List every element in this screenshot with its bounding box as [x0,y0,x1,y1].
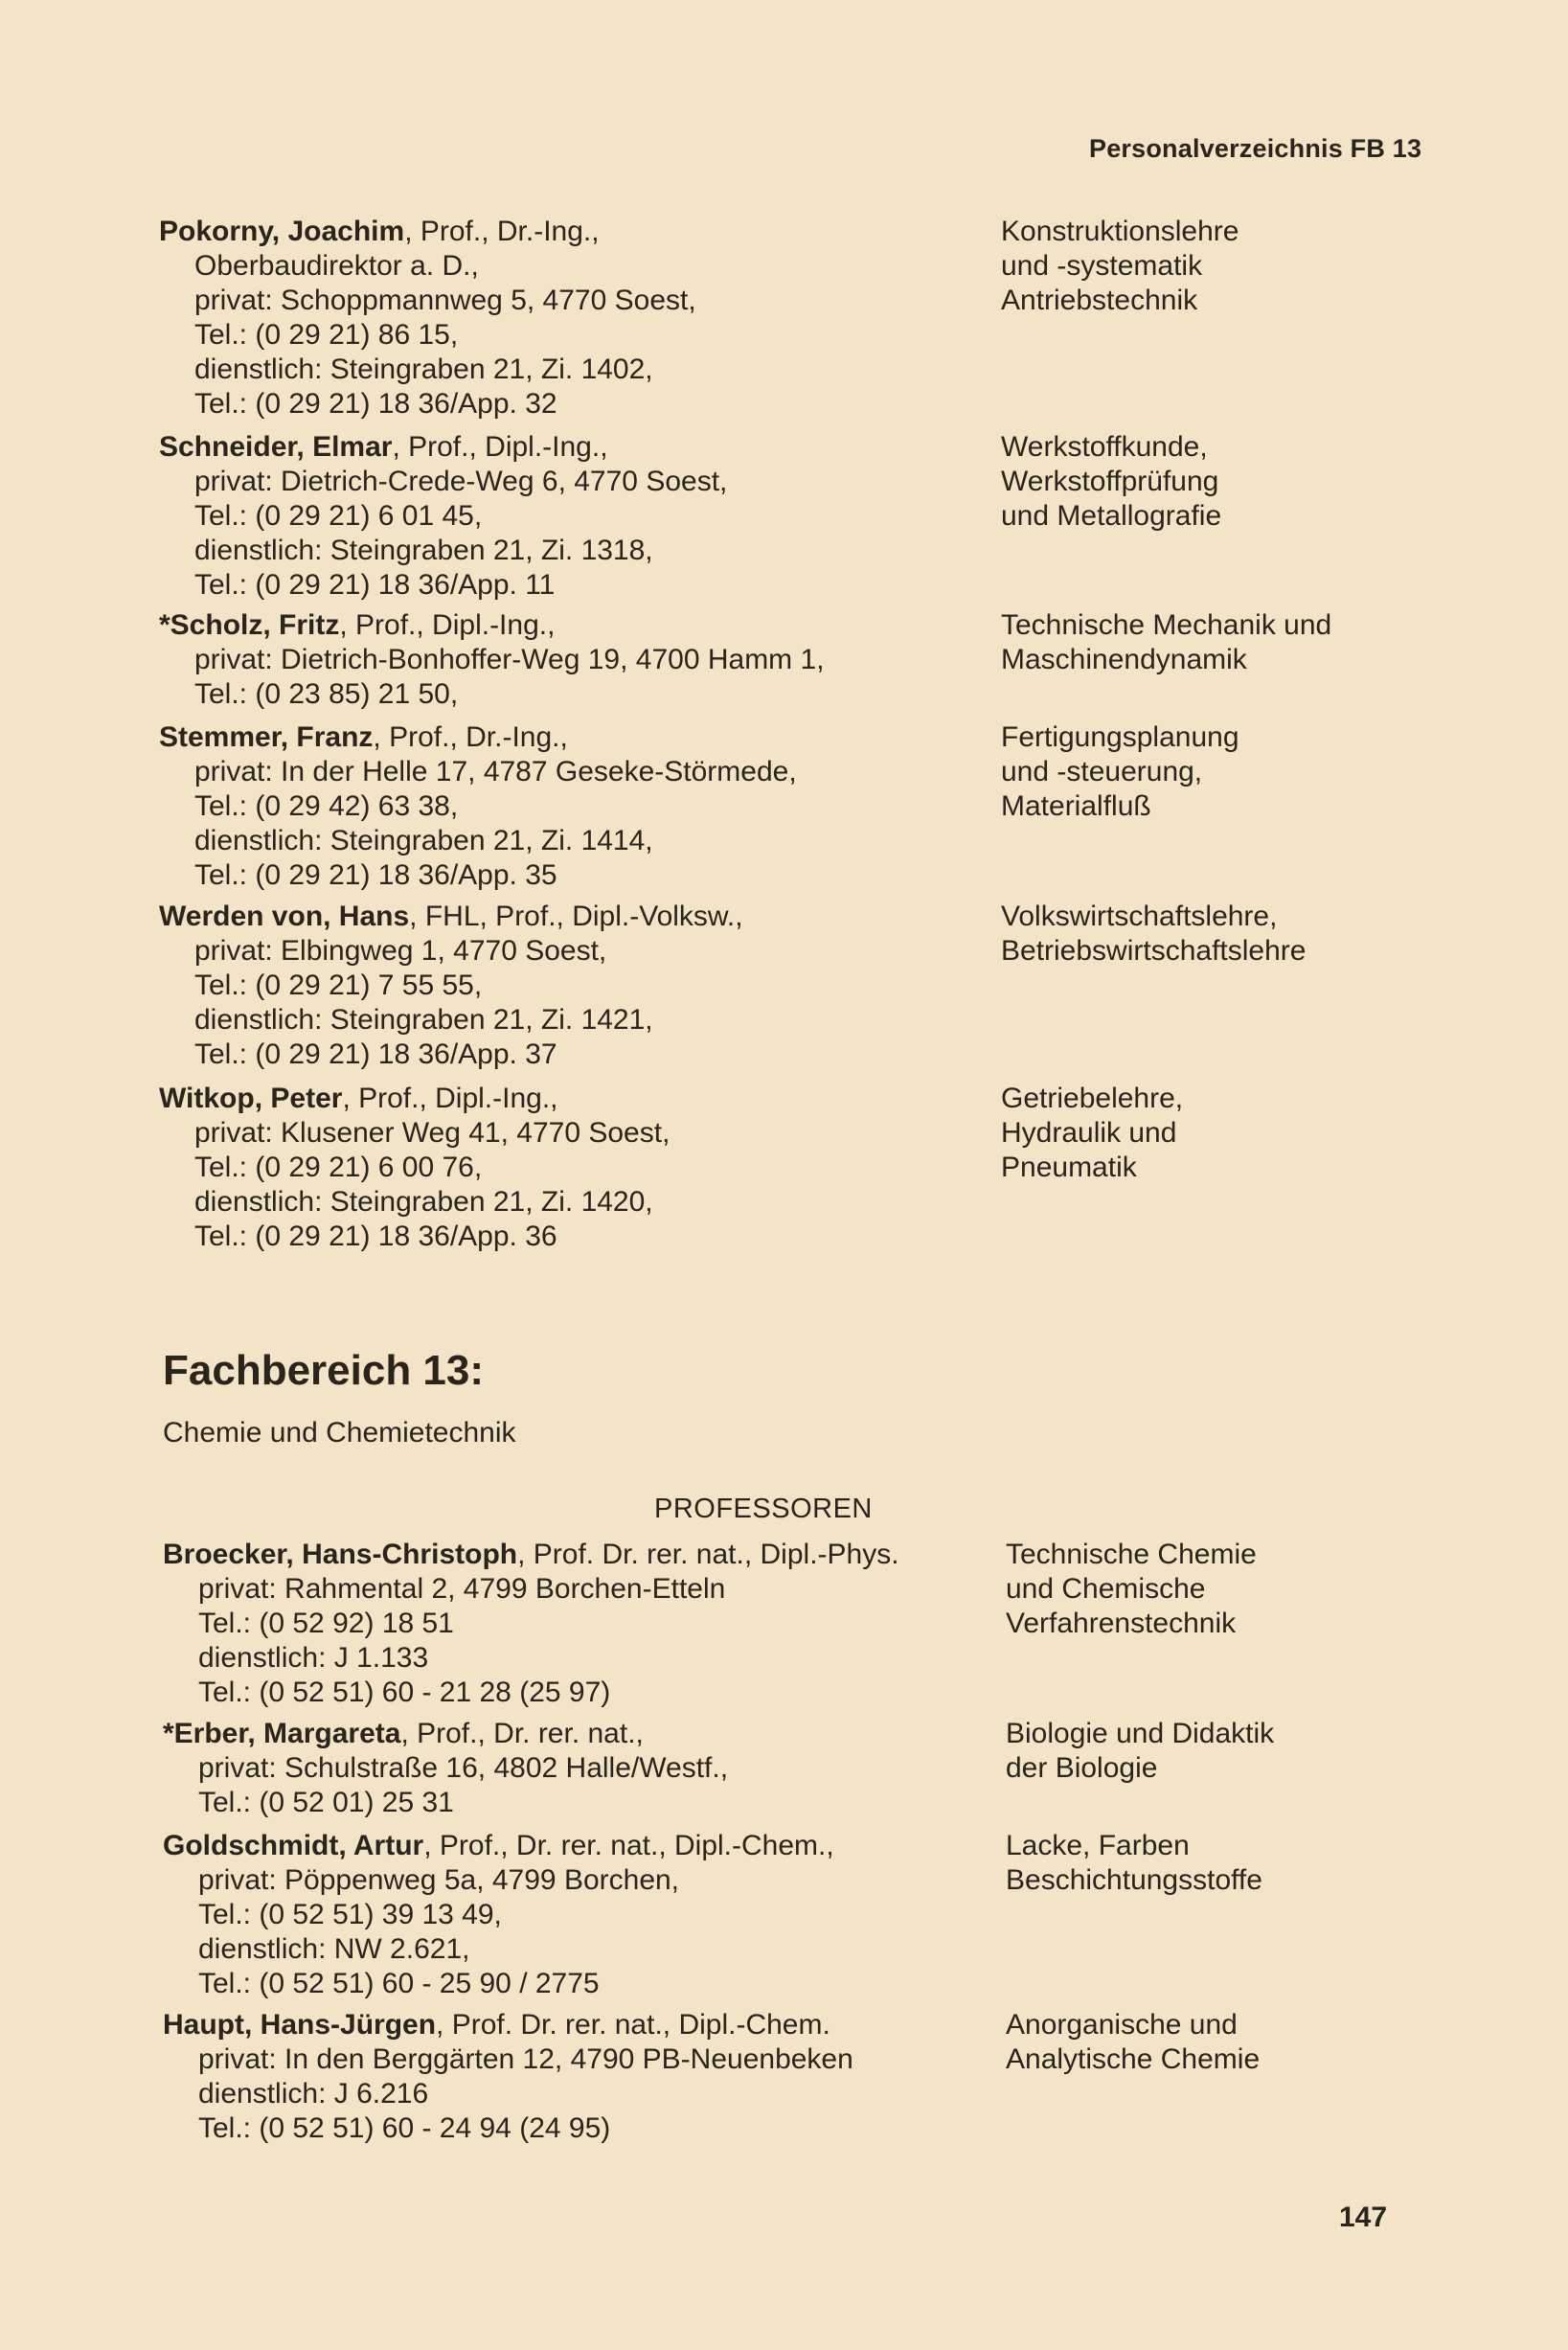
person-detail: dienstlich: Steingraben 21, Zi. 1420, [194,1186,653,1218]
subject-area [1001,720,1499,824]
person-detail: privat: Elbingweg 1, 4770 Soest, [194,935,607,967]
professors-heading: PROFESSOREN [654,1494,873,1524]
person-name: Haupt, Hans-Jürgen [163,2009,437,2041]
subject-line: Lacke, Farben [1006,1830,1190,1861]
subject-line: und -systematik [1001,250,1203,282]
subject-line: Volkswirtschaftslehre, [1001,901,1278,932]
person-block [163,1717,1006,1820]
subject-area [1006,1717,1504,1786]
subject-line: Technische Mechanik und [1001,609,1332,641]
person-detail: Tel.: (0 29 21) 86 15, [194,319,459,351]
person-block [163,2008,1006,2146]
person-detail: privat: Pöppenweg 5a, 4799 Borchen, [198,1864,680,1896]
subject-area [1001,1082,1499,1185]
person-detail: Tel.: (0 52 51) 60 - 25 90 / 2775 [198,1968,600,1999]
person-name: Broecker, Hans-Christoph [163,1539,518,1570]
person-detail: dienstlich: Steingraben 21, Zi. 1402, [194,354,653,385]
person-name: *Scholz, Fritz [159,609,340,641]
subject-line: Betriebswirtschaftslehre [1001,935,1307,967]
subject-line: Technische Chemie [1006,1539,1257,1570]
subject-area [1001,215,1499,318]
subject-line: Materialfluß [1001,790,1151,822]
person-detail: privat: Schulstraße 16, 4802 Halle/Westf., [198,1752,729,1784]
subject-area [1006,1829,1504,1898]
person-detail: dienstlich: Steingraben 21, Zi. 1421, [194,1004,653,1036]
subject-line: und Metallografie [1001,500,1222,532]
person-title: , Prof., Dr.-Ing., [404,216,600,247]
person-block [159,900,1002,1072]
person-detail: privat: Schoppmannweg 5, 4770 Soest, [194,285,696,316]
person-detail: Tel.: (0 29 21) 7 55 55, [194,970,483,1001]
person-detail: dienstlich: J 1.133 [198,1642,429,1674]
subject-area [1006,2008,1504,2077]
subject-line: und -steuerung, [1001,756,1203,787]
person-detail: dienstlich: Steingraben 21, Zi. 1414, [194,825,653,856]
person-name: *Erber, Margareta [163,1718,401,1749]
subject-line: Fertigungsplanung [1001,721,1239,753]
person-detail: Tel.: (0 23 85) 21 50, [194,678,459,710]
person-block [159,215,1002,422]
person-detail: dienstlich: J 6.216 [198,2078,429,2110]
person-detail: Tel.: (0 29 21) 18 36/App. 36 [194,1221,557,1252]
person-block [163,1829,1006,2001]
person-detail: Tel.: (0 29 21) 18 36/App. 11 [194,569,556,601]
person-detail: Tel.: (0 29 42) 63 38, [194,790,459,822]
person-detail: privat: In den Berggärten 12, 4790 PB-Neuenbeken [198,2043,853,2075]
person-detail: Tel.: (0 29 21) 6 01 45, [194,500,483,532]
page-number: 147 [1339,2202,1388,2233]
subject-area [1001,900,1499,969]
subject-area [1001,608,1499,677]
person-detail: Tel.: (0 52 51) 60 - 21 28 (25 97) [198,1677,611,1708]
subject-line: Getriebelehre, [1001,1083,1184,1114]
section-title: Fachbereich 13: [163,1347,485,1394]
person-detail: privat: In der Helle 17, 4787 Geseke-Störmede, [194,756,797,787]
person-name: Werden von, Hans [159,901,410,932]
person-title: , Prof. Dr. rer. nat., Dipl.-Chem. [436,2009,830,2041]
subject-area [1006,1538,1504,1641]
subject-line: Maschinendynamik [1001,644,1247,675]
subject-line: Pneumatik [1001,1152,1137,1183]
person-title: , Prof., Dipl.-Ing., [392,431,608,463]
person-detail: Tel.: (0 29 21) 6 00 76, [194,1152,483,1183]
subject-line: Verfahrenstechnik [1006,1608,1237,1639]
person-detail: Tel.: (0 52 92) 18 51 [198,1608,454,1639]
subject-line: Anorganische und [1006,2009,1238,2041]
person-name: Witkop, Peter [159,1083,343,1114]
person-name: Schneider, Elmar [159,431,393,463]
section-subtitle: Chemie und Chemietechnik [163,1417,516,1449]
subject-line: Konstruktionslehre [1001,216,1239,247]
person-detail: dienstlich: NW 2.621, [198,1933,470,1965]
person-detail: Oberbaudirektor a. D., [194,250,479,282]
running-header: Personalverzeichnis FB 13 [1089,134,1422,163]
person-block [159,608,1002,712]
person-detail: dienstlich: Steingraben 21, Zi. 1318, [194,535,653,566]
person-detail: Tel.: (0 29 21) 18 36/App. 35 [194,859,557,891]
subject-area [1001,430,1499,534]
person-detail: privat: Klusener Weg 41, 4770 Soest, [194,1117,670,1149]
person-detail: privat: Dietrich-Bonhoffer-Weg 19, 4700 Hamm 1, [194,644,825,675]
subject-line: Antriebstechnik [1001,285,1198,316]
person-detail: Tel.: (0 29 21) 18 36/App. 37 [194,1038,557,1070]
subject-line: der Biologie [1006,1752,1158,1784]
person-block [159,720,1002,893]
person-detail: privat: Rahmental 2, 4799 Borchen-Etteln [198,1573,726,1605]
subject-line: Beschichtungsstoffe [1006,1864,1262,1896]
person-title: , FHL, Prof., Dipl.-Volksw., [409,901,743,932]
person-name: Stemmer, Franz [159,721,374,753]
subject-line: Werkstoffprüfung [1001,466,1219,497]
person-block [163,1538,1006,1710]
person-title: , Prof., Dipl.-Ing., [342,1083,558,1114]
person-name: Pokorny, Joachim [159,216,405,247]
person-title: , Prof., Dr.-Ing., [373,721,568,753]
person-detail: Tel.: (0 52 51) 60 - 24 94 (24 95) [198,2112,611,2144]
subject-line: und Chemische [1006,1573,1206,1605]
subject-line: Analytische Chemie [1006,2043,1261,2075]
person-name: Goldschmidt, Artur [163,1830,424,1861]
person-title: , Prof. Dr. rer. nat., Dipl.-Phys. [517,1539,899,1570]
person-title: , Prof., Dr. rer. nat., Dipl.-Chem., [423,1830,834,1861]
person-detail: Tel.: (0 29 21) 18 36/App. 32 [194,388,557,420]
person-detail: Tel.: (0 52 01) 25 31 [198,1787,454,1818]
person-title: , Prof., Dipl.-Ing., [339,609,556,641]
person-title: , Prof., Dr. rer. nat., [400,1718,644,1749]
person-detail: Tel.: (0 52 51) 39 13 49, [198,1899,502,1930]
person-block [159,430,1002,603]
subject-line: Werkstoffkunde, [1001,431,1208,463]
person-detail: privat: Dietrich-Crede-Weg 6, 4770 Soest, [194,466,728,497]
subject-line: Hydraulik und [1001,1117,1177,1149]
subject-line: Biologie und Didaktik [1006,1718,1275,1749]
person-block [159,1082,1002,1254]
